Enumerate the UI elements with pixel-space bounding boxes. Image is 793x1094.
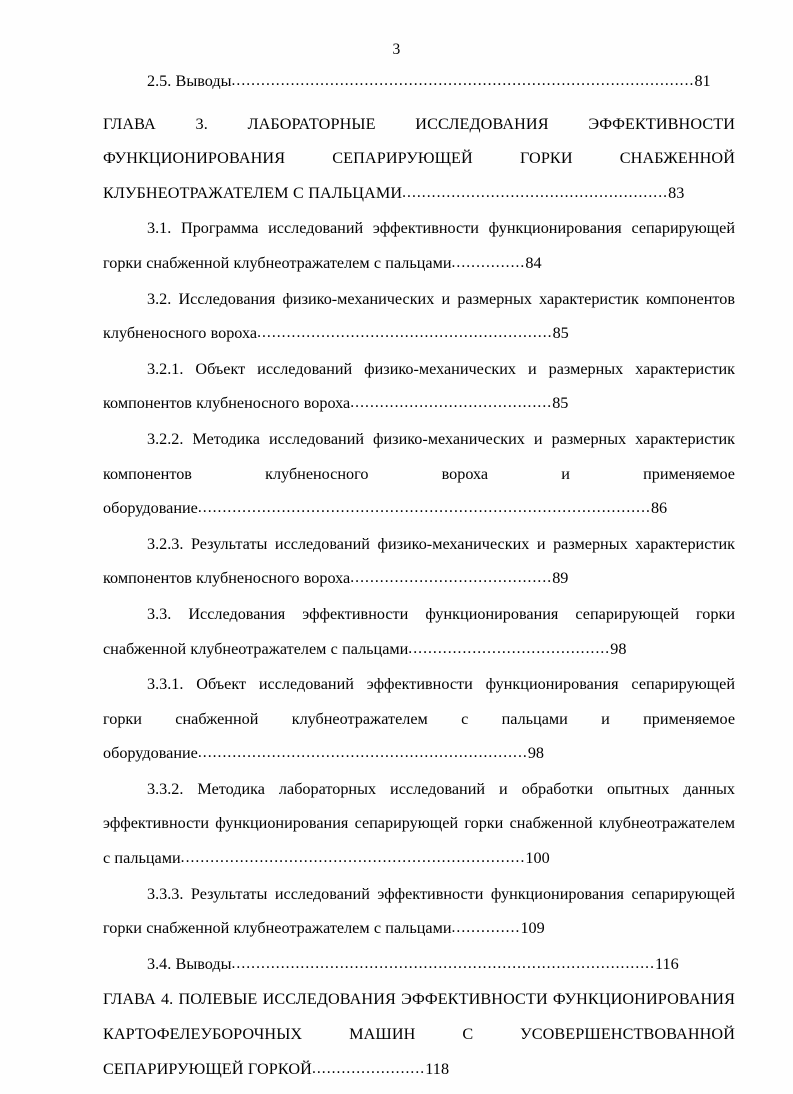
toc-entry[interactable] [103, 352, 735, 422]
toc-page-number: 118 [425, 1059, 450, 1078]
toc-page-number: 89 [552, 569, 569, 588]
toc-entry-title: 3.1. Программа исследований эффективности функционирования сепарирующей горки снабженной клубнеотражателем с пальцами [103, 219, 735, 272]
dot-leader: ............................................................ [257, 324, 553, 342]
toc-page-number: 98 [527, 744, 545, 763]
dot-leader: ......................................... [350, 569, 553, 587]
dot-leader: .............................................................................................. [231, 72, 695, 89]
page-number: 3 [392, 41, 401, 58]
dot-leader: ......................................... [408, 639, 611, 657]
toc-page-number: 83 [668, 183, 685, 202]
toc-entry-title: 3.2. Исследования физико-механических и размерных характеристик компонентов клубненосного вороха [103, 289, 735, 343]
dot-leader: ...................................................... [402, 183, 669, 201]
toc-page-number: 81 [694, 72, 711, 90]
toc-entry-title: 3.2.3. Результаты исследований физико-механических и размерных характеристик компонентов клубненосного вороха [103, 534, 735, 588]
toc-entry[interactable] [103, 211, 735, 281]
table-of-contents [103, 64, 735, 1087]
toc-page-number: 84 [525, 253, 542, 272]
dot-leader: ......................................... [350, 394, 553, 412]
toc-entry[interactable] [103, 947, 735, 983]
toc-entry-title: ГЛАВА 3. ЛАБОРАТОРНЫЕ ИССЛЕДОВАНИЯ ЭФФЕКТИВНОСТИ ФУНКЦИОНИРОВАНИЯ СЕПАРИРУЮЩЕЙ ГОРКИ СНАБЖЕННОЙ КЛУБНЕОТРАЖАТЕЛЕМ С ПАЛЬЦАМИ [103, 114, 735, 202]
toc-entry[interactable] [103, 282, 735, 352]
dot-leader: ...................................................................................... [231, 954, 656, 972]
toc-entry-title: 3.3.3. Результаты исследований эффективности функционирования сепарирующей горки снабженной клубнеотражателем с пальцами [103, 884, 735, 938]
toc-entry[interactable] [103, 107, 735, 212]
toc-entry-title: 3.3.2. Методика лабораторных исследований и обработки опытных данных эффективности функционирования сепарирующей горки снабженной клубнеотражателем с пальцами [103, 779, 735, 868]
dot-leader: ................................................................... [197, 744, 528, 762]
toc-page-number: 116 [655, 954, 679, 973]
dot-leader: ............... [451, 253, 526, 271]
toc-page-number: 100 [525, 849, 550, 868]
toc-entry-title: 3.4. Выводы [147, 954, 232, 973]
toc-entry-title: 2.5. Выводы [147, 72, 232, 90]
toc-page-number: 85 [552, 324, 569, 343]
dot-leader: ............................................................................................ [197, 499, 651, 517]
toc-entry-title: 3.3.1. Объект исследований эффективности функционирования сепарирующей горки снабженной клубнеотражателем с пальцами и применяемое оборудование [103, 675, 735, 763]
toc-entry[interactable] [103, 667, 735, 772]
toc-entry-title: 3.2.2. Методика исследований физико-механических и размерных характеристик компонентов клубненосного вороха и применяемое оборудование [103, 429, 735, 518]
toc-entry[interactable] [103, 527, 735, 597]
toc-entry-title: 3.2.1. Объект исследований физико-механических и размерных характеристик компонентов клубненосного вороха [103, 359, 735, 413]
toc-page-number: 98 [610, 639, 627, 658]
toc-entry[interactable] [103, 422, 735, 527]
toc-page-number: 85 [552, 394, 569, 413]
toc-entry[interactable] [103, 772, 735, 877]
spacer [103, 100, 735, 107]
dot-leader: ....................... [311, 1059, 426, 1077]
toc-entry[interactable] [103, 982, 735, 1087]
toc-entry-title: 3.3. Исследования эффективности функционирования сепарирующей горки снабженной клубнеотражателем с пальцами [103, 604, 735, 658]
toc-page-number: 109 [520, 919, 545, 938]
dot-leader: ...................................................................... [180, 849, 526, 867]
toc-page-number: 86 [650, 499, 668, 518]
toc-entry[interactable] [103, 597, 735, 667]
dot-leader: .............. [451, 919, 521, 937]
toc-entry-title: ГЛАВА 4. ПОЛЕВЫЕ ИССЛЕДОВАНИЯ ЭФФЕКТИВНОСТИ ФУНКЦИОНИРОВАНИЯ КАРТОФЕЛЕУБОРОЧНЫХ МАШИН С УСОВЕРШЕНСТВОВАННОЙ СЕПАРИРУЮЩЕЙ ГОРКОЙ [103, 990, 735, 1078]
toc-entry[interactable] [103, 64, 735, 100]
toc-entry[interactable] [103, 877, 735, 947]
